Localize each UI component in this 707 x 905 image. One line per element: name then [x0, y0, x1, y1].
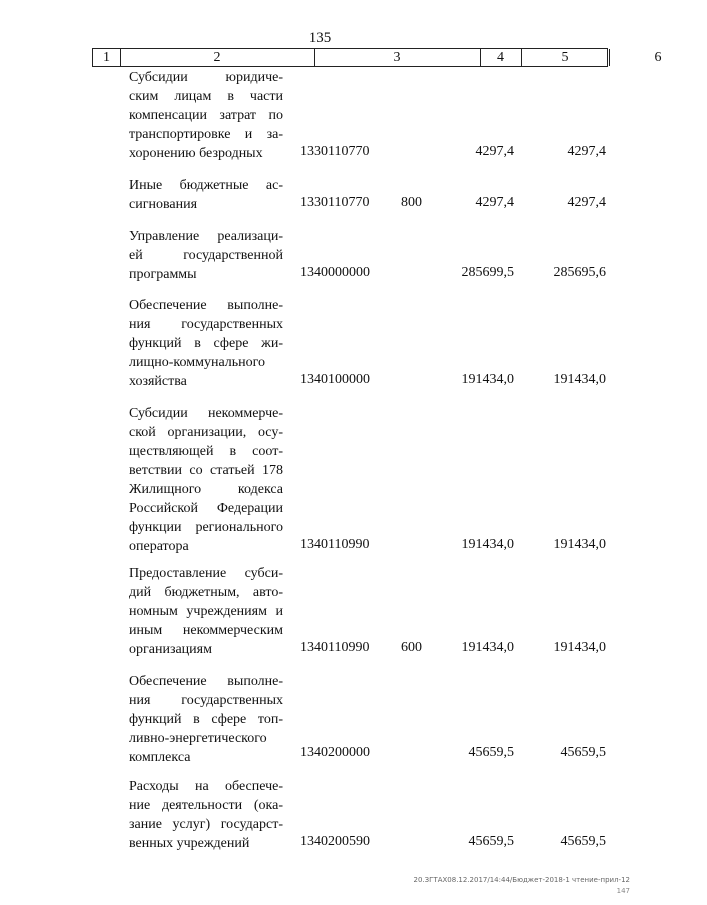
footer-page-number: 147 — [616, 887, 630, 895]
row-value-5: 191434,0 — [461, 537, 514, 552]
row-description: Обеспечение выполне- ния государственных функций в сфере топ- ливно-энергетического комплекса — [129, 674, 283, 765]
header-cell-3: 3 — [314, 49, 481, 66]
row-value-6: 285695,6 — [553, 265, 606, 280]
row-description: Иные бюджетные ас- сигнования — [129, 178, 283, 212]
header-cell-4: 4 — [480, 49, 522, 66]
row-code: 1330110770 — [300, 144, 370, 159]
row-value-6: 191434,0 — [553, 640, 606, 655]
row-value-6: 191434,0 — [553, 372, 606, 387]
row-value-6: 4297,4 — [567, 144, 606, 159]
row-code: 1340000000 — [300, 265, 370, 280]
row-value-5: 4297,4 — [475, 144, 514, 159]
row-value-5: 191434,0 — [461, 372, 514, 387]
row-value-6: 191434,0 — [553, 537, 606, 552]
row-value-5: 285699,5 — [461, 265, 514, 280]
row-value-5: 191434,0 — [461, 640, 514, 655]
row-code: 1340110990 — [300, 640, 370, 655]
row-code: 1330110770 — [300, 195, 370, 210]
row-kind: 600 — [401, 640, 422, 655]
row-value-6: 4297,4 — [567, 195, 606, 210]
row-value-5: 45659,5 — [468, 834, 514, 849]
row-description: Субсидии некоммерче- ской организации, осу- ществляющей в соот- ветствии со статьей 178 Жилищного кодекса Российской Федерации функции регионального оператора — [129, 406, 283, 554]
row-code: 1340200590 — [300, 834, 370, 849]
row-value-6: 45659,5 — [560, 745, 606, 760]
row-description: Предоставление субси- дий бюджетным, авто- номным учреждениям и иным некоммерческим организациям — [129, 566, 283, 657]
header-cell-6: 6 — [654, 50, 662, 65]
row-code: 1340200000 — [300, 745, 370, 760]
row-description: Обеспечение выполне- ния государственных функций в сфере жи- лищно-коммунального хозяйства — [129, 298, 283, 389]
row-description: Управление реализаци- ей государственной программы — [129, 229, 283, 282]
page-number: 135 — [308, 30, 332, 46]
header-cell-1: 1 — [93, 49, 121, 66]
table-header — [92, 48, 662, 67]
row-description: Расходы на обеспече- ние деятельности (ока- зание услуг) государст- венных учреждений — [129, 779, 283, 851]
row-value-5: 4297,4 — [475, 195, 514, 210]
header-cell-5: 5 — [521, 49, 610, 66]
document-footer: 20.ЗГТАХ08.12.2017/14:44/Бюджет-2018-1 чтение-прил-12 — [413, 876, 630, 884]
row-kind: 800 — [401, 195, 422, 210]
row-description: Субсидии юридиче- ским лицам в части компенсации затрат по транспортировке и за- хоронению безродных — [129, 70, 283, 161]
header-cell-2: 2 — [120, 49, 315, 66]
row-value-5: 45659,5 — [468, 745, 514, 760]
row-code: 1340100000 — [300, 372, 370, 387]
row-code: 1340110990 — [300, 537, 370, 552]
row-value-6: 45659,5 — [560, 834, 606, 849]
